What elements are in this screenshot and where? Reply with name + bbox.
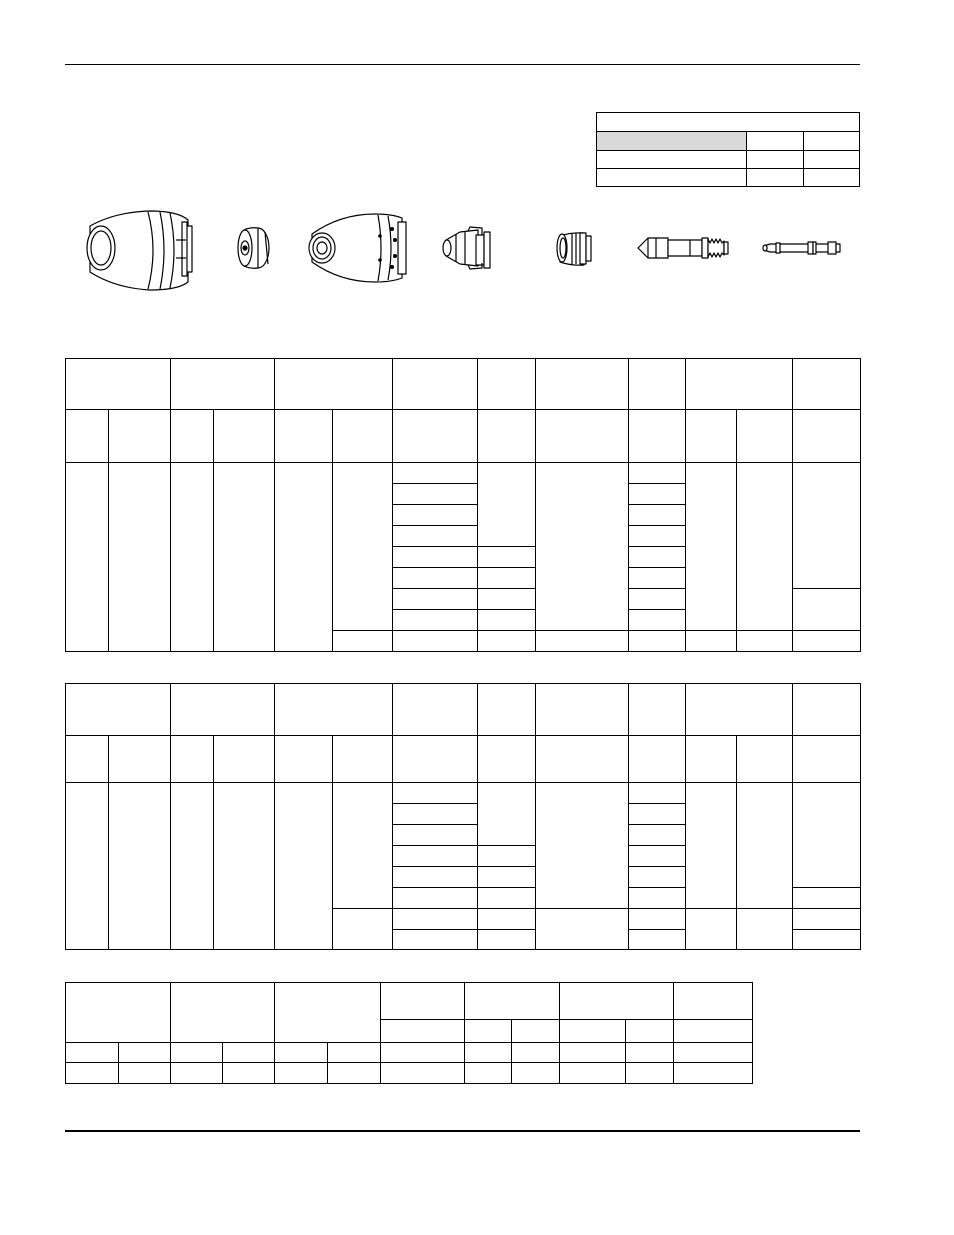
retaining-cap-icon [309, 214, 406, 282]
cut-chart-table-1 [66, 359, 861, 652]
cut-chart-table-3 [66, 983, 753, 1084]
nozzle-icon [443, 227, 490, 269]
shield-icon [87, 211, 192, 290]
electrode-icon [638, 238, 728, 258]
swirl-ring-icon [557, 233, 591, 265]
legend-table [597, 113, 860, 187]
cut-chart-table-2 [66, 684, 861, 950]
legend-header-shade [597, 132, 746, 151]
shield-cap-icon [238, 228, 269, 269]
water-tube-icon [763, 242, 840, 254]
